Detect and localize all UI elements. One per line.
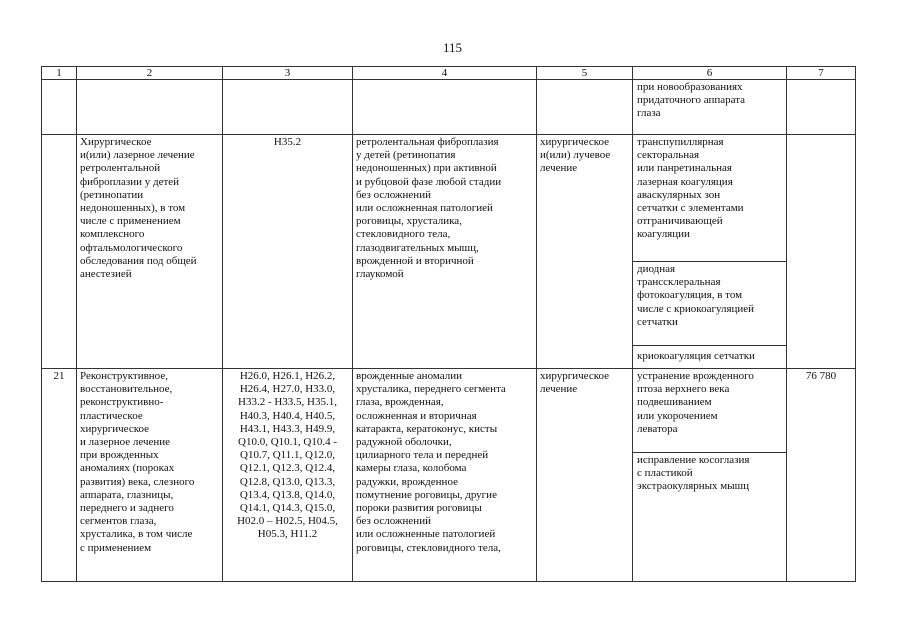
row-number-cell xyxy=(42,135,77,369)
cell-empty xyxy=(223,80,353,135)
icd-codes-cell: H26.0, H26.1, H26.2, H26.4, H27.0, H33.0, H33.2 - H33.5, H35.1, H40.3, H40.4, H40.5, H43.1, H43.3, H49.9, Q10.0, Q10.1, Q10.4 - Q10.7, Q11.1, Q12.0, Q12.1, Q12.3, Q12.4, Q12.8, Q13.0, Q13.3, Q13.4, Q13.8, Q14.0, Q14.1, Q14.3, Q15.0, H02.0 – H02.5, H04.5, H05.3, H11.2 xyxy=(223,369,353,582)
column-number-5: 5 xyxy=(537,67,633,80)
cost-cell xyxy=(787,135,856,369)
treatment-method-cell: диодная транссклеральная фотокоагуляция, в том числе с криокоагуляцией сетчатки xyxy=(633,262,787,346)
treatment-method-cell: исправление косоглазия с пластикой экстраокулярных мышц xyxy=(633,453,787,582)
cell-empty xyxy=(537,80,633,135)
cost-cell: 76 780 xyxy=(787,369,856,582)
treatment-type-cell: хирургическое и(или) лучевое лечение xyxy=(537,135,633,369)
column-number-2: 2 xyxy=(77,67,223,80)
treatment-method-cell: устранение врожденного птоза верхнего века подвешиванием или укорочением леватора xyxy=(633,369,787,453)
care-type-cell: Хирургическое и(или) лазерное лечение ретролентальной фиброплазии у детей (ретинопатии недоношенных), в том числе с применением комплексного офтальмологического обследования под общей анестезией xyxy=(77,135,223,369)
page-number: 115 xyxy=(442,40,463,55)
patient-model-cell: ретролентальная фиброплазия у детей (ретинопатия недоношенных) при активной и рубцовой фазе любой стадии без осложнений или осложненная патологией роговицы, хрусталика, стекловидного тела, глазодвигательных мышц, врожденной и вторичной глаукомой xyxy=(353,135,537,369)
column-number-6: 6 xyxy=(633,67,787,80)
treatment-method-cell: транспупиллярная секторальная или панретинальная лазерная коагуляция аваскулярных зон сетчатки с элементами отграничивающей коагуляции xyxy=(633,135,787,262)
table-row xyxy=(42,135,856,262)
column-number-1: 1 xyxy=(42,67,77,80)
cell-empty xyxy=(42,80,77,135)
row-number-cell: 21 xyxy=(42,369,77,582)
table-row xyxy=(42,369,856,453)
table-row xyxy=(42,80,856,135)
column-number-row xyxy=(42,67,856,80)
treatment-method-cell: при новообразованиях придаточного аппарата глаза xyxy=(633,80,787,135)
column-number-3: 3 xyxy=(223,67,353,80)
patient-model-cell: врожденные аномалии хрусталика, переднего сегмента глаза, врожденная, осложненная и вторичная катаракта, кератоконус, кисты радужной оболочки, цилиарного тела и передней камеры глаза, колобома радужки, врожденное помутнение роговицы, другие пороки развития роговицы без осложнений или осложненные патологией роговицы, стекловидного тела, xyxy=(353,369,537,582)
cell-empty xyxy=(787,80,856,135)
treatment-method-cell: криокоагуляция сетчатки xyxy=(633,346,787,369)
cell-empty xyxy=(77,80,223,135)
cell-empty xyxy=(353,80,537,135)
icd-codes-cell: H35.2 xyxy=(223,135,353,369)
treatment-type-cell: хирургическое лечение xyxy=(537,369,633,582)
column-number-7: 7 xyxy=(787,67,856,80)
care-type-cell: Реконструктивное, восстановительное, реконструктивно- пластическое хирургическое и лазерное лечение при врожденных аномалиях (пороках развития) века, слезного аппарата, глазницы, переднего и заднего сегментов глаза, хрусталика, в том числе с применением xyxy=(77,369,223,582)
column-number-4: 4 xyxy=(353,67,537,80)
medical-care-table xyxy=(41,66,856,582)
